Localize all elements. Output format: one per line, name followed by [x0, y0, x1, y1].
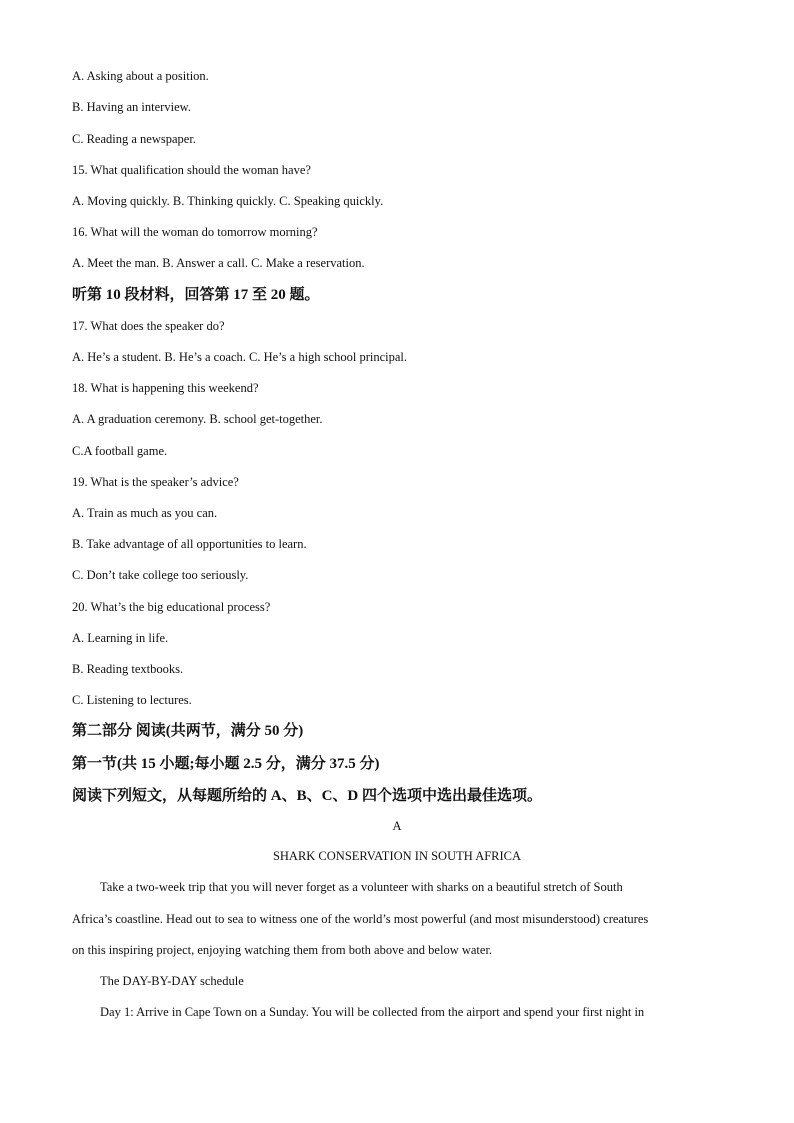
option-line: A. He’s a student. B. He’s a coach. C. He’s a high school principal.: [72, 350, 407, 364]
option-line: B. Having an interview.: [72, 100, 191, 114]
option-line: B. Take advantage of all opportunities to learn.: [72, 537, 307, 551]
option-line: C. Reading a newspaper.: [72, 132, 196, 146]
option-line: A. Moving quickly. B. Thinking quickly. C. Speaking quickly.: [72, 194, 384, 208]
question-line: 20. What’s the big educational process?: [72, 600, 271, 614]
question-line: 16. What will the woman do tomorrow morning?: [72, 225, 318, 239]
option-line: A. A graduation ceremony. B. school get-together.: [72, 412, 323, 426]
passage-line: Day 1: Arrive in Cape Town on a Sunday. You will be collected from the airport and spend your first night in: [100, 1005, 645, 1019]
option-line: C.A football game.: [72, 444, 168, 458]
passage-line: Africa’s coastline. Head out to sea to witness one of the world’s most powerful (and most misunderstood) creatures: [72, 912, 649, 926]
question-line: 19. What is the speaker’s advice?: [72, 475, 239, 489]
instruction-heading: 阅读下列短文，从每题所给的 A、B、C、D 四个选项中选出最佳选项。: [72, 788, 543, 804]
part-heading: 第二部分 阅读(共两节，满分 50 分): [72, 723, 304, 739]
option-line: C. Listening to lectures.: [72, 693, 192, 707]
section-heading: 第一节(共 15 小题;每小题 2.5 分，满分 37.5 分): [72, 756, 380, 772]
option-line: A. Meet the man. B. Answer a call. C. Make a reservation.: [72, 256, 365, 270]
question-line: 17. What does the speaker do?: [72, 319, 225, 333]
section-heading: 听第 10 段材料，回答第 17 至 20 题。: [72, 287, 320, 303]
option-line: B. Reading textbooks.: [72, 662, 184, 676]
option-line: A. Asking about a position.: [72, 69, 209, 83]
option-line: C. Don’t take college too seriously.: [72, 568, 249, 582]
passage-title: SHARK CONSERVATION IN SOUTH AFRICA: [272, 849, 522, 863]
question-line: 18. What is happening this weekend?: [72, 381, 259, 395]
question-line: 15. What qualification should the woman have?: [72, 163, 311, 177]
schedule-title: The DAY-BY-DAY schedule: [100, 974, 244, 988]
passage-letter: A: [392, 819, 402, 833]
passage-line: Take a two-week trip that you will never forget as a volunteer with sharks on a beautiful stretch of South: [100, 880, 623, 894]
passage-line: on this inspiring project, enjoying watching them from both above and below water.: [72, 943, 493, 957]
option-line: A. Train as much as you can.: [72, 506, 218, 520]
option-line: A. Learning in life.: [72, 631, 169, 645]
